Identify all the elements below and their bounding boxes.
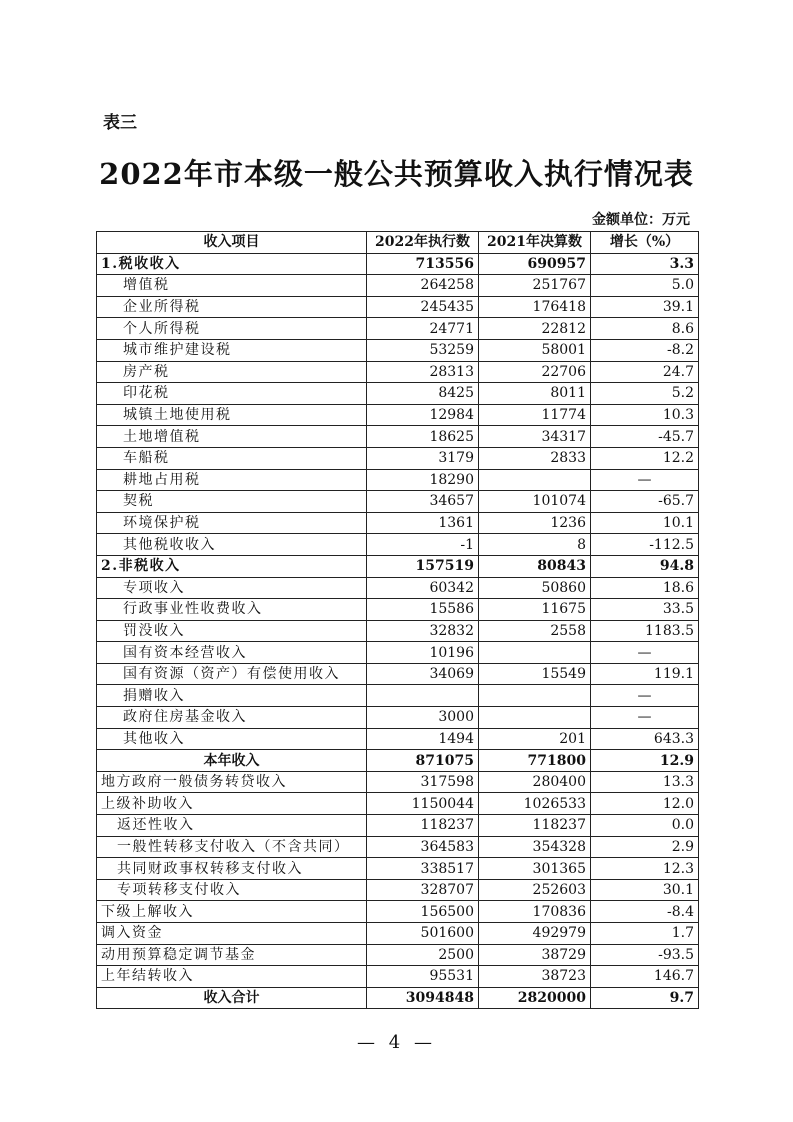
growth-rate: 24.7 xyxy=(591,361,699,383)
value-2022: 3179 xyxy=(367,447,479,469)
row-item-name: 环境保护税 xyxy=(97,512,367,534)
value-2022: 338517 xyxy=(367,858,479,880)
growth-rate: 12.0 xyxy=(591,793,699,815)
value-2022: 3094848 xyxy=(367,987,479,1009)
value-2021: 50860 xyxy=(479,577,591,599)
table-row xyxy=(97,383,699,405)
value-2022: 95531 xyxy=(367,966,479,988)
table-row xyxy=(97,447,699,469)
value-2022: 328707 xyxy=(367,879,479,901)
value-2021: 80843 xyxy=(479,555,591,577)
growth-rate: -8.2 xyxy=(591,339,699,361)
growth-rate: — xyxy=(591,642,699,664)
value-2022: 157519 xyxy=(367,555,479,577)
growth-rate: 39.1 xyxy=(591,296,699,318)
growth-rate: 3.3 xyxy=(591,253,699,275)
growth-rate: 0.0 xyxy=(591,815,699,837)
growth-rate: 18.6 xyxy=(591,577,699,599)
table-row xyxy=(97,923,699,945)
row-item-name: 收入合计 xyxy=(97,987,367,1009)
table-row xyxy=(97,404,699,426)
row-item-name: 1.税收收入 xyxy=(97,253,367,275)
table-row xyxy=(97,318,699,340)
row-item-name: 增值税 xyxy=(97,275,367,297)
value-2022: 18290 xyxy=(367,469,479,491)
value-2021 xyxy=(479,685,591,707)
table-row xyxy=(97,534,699,556)
table-row xyxy=(97,512,699,534)
value-2021: 301365 xyxy=(479,858,591,880)
table-row xyxy=(97,728,699,750)
value-2021: 280400 xyxy=(479,771,591,793)
table-row xyxy=(97,987,699,1009)
unit-note: 金额单位：万元 xyxy=(592,212,690,228)
value-2021 xyxy=(479,642,591,664)
growth-rate: 12.2 xyxy=(591,447,699,469)
value-2021: 15549 xyxy=(479,663,591,685)
row-item-name: 返还性收入 xyxy=(97,815,367,837)
value-2022: 871075 xyxy=(367,750,479,772)
table-header-row xyxy=(97,232,699,254)
value-2021: 38723 xyxy=(479,966,591,988)
value-2021: 8 xyxy=(479,534,591,556)
header-growth: 增长（%） xyxy=(591,232,699,254)
value-2022: -1 xyxy=(367,534,479,556)
row-item-name: 个人所得税 xyxy=(97,318,367,340)
row-item-name: 印花税 xyxy=(97,383,367,405)
value-2021: 11774 xyxy=(479,404,591,426)
value-2022: 10196 xyxy=(367,642,479,664)
value-2022: 264258 xyxy=(367,275,479,297)
row-item-name: 契税 xyxy=(97,491,367,513)
row-item-name: 企业所得税 xyxy=(97,296,367,318)
value-2021: 1236 xyxy=(479,512,591,534)
table-label: 表三 xyxy=(103,113,137,133)
header-2022: 2022年执行数 xyxy=(367,232,479,254)
growth-rate: 2.9 xyxy=(591,836,699,858)
row-item-name: 国有资本经营收入 xyxy=(97,642,367,664)
header-item: 收入项目 xyxy=(97,232,367,254)
growth-rate: -45.7 xyxy=(591,426,699,448)
value-2021: 251767 xyxy=(479,275,591,297)
value-2021: 11675 xyxy=(479,599,591,621)
table-row xyxy=(97,901,699,923)
value-2022: 3000 xyxy=(367,707,479,729)
value-2022: 1494 xyxy=(367,728,479,750)
value-2022: 156500 xyxy=(367,901,479,923)
row-item-name: 动用预算稳定调节基金 xyxy=(97,944,367,966)
value-2022: 364583 xyxy=(367,836,479,858)
growth-rate: — xyxy=(591,469,699,491)
table-row xyxy=(97,771,699,793)
growth-rate: -112.5 xyxy=(591,534,699,556)
value-2021 xyxy=(479,707,591,729)
value-2022: 317598 xyxy=(367,771,479,793)
value-2022: 34657 xyxy=(367,491,479,513)
table-row xyxy=(97,642,699,664)
row-item-name: 行政事业性收费收入 xyxy=(97,599,367,621)
value-2022: 12984 xyxy=(367,404,479,426)
table-row xyxy=(97,555,699,577)
value-2022: 1150044 xyxy=(367,793,479,815)
table-row xyxy=(97,491,699,513)
value-2021: 170836 xyxy=(479,901,591,923)
value-2022: 501600 xyxy=(367,923,479,945)
row-item-name: 耕地占用税 xyxy=(97,469,367,491)
table-row xyxy=(97,663,699,685)
row-item-name: 车船税 xyxy=(97,447,367,469)
value-2021: 2820000 xyxy=(479,987,591,1009)
table-row xyxy=(97,469,699,491)
table-row xyxy=(97,879,699,901)
table-row xyxy=(97,793,699,815)
value-2021: 2833 xyxy=(479,447,591,469)
revenue-table xyxy=(96,231,699,1009)
value-2022: 53259 xyxy=(367,339,479,361)
value-2022: 32832 xyxy=(367,620,479,642)
growth-rate: 13.3 xyxy=(591,771,699,793)
value-2022 xyxy=(367,685,479,707)
value-2021: 252603 xyxy=(479,879,591,901)
value-2021: 690957 xyxy=(479,253,591,275)
value-2022: 34069 xyxy=(367,663,479,685)
value-2022: 15586 xyxy=(367,599,479,621)
table-row xyxy=(97,858,699,880)
value-2021: 176418 xyxy=(479,296,591,318)
value-2022: 24771 xyxy=(367,318,479,340)
table-row xyxy=(97,426,699,448)
document-title: 2022年市本级一般公共预算收入执行情况表 xyxy=(99,157,694,191)
value-2022: 713556 xyxy=(367,253,479,275)
growth-rate: 146.7 xyxy=(591,966,699,988)
row-item-name: 一般性转移支付收入（不含共同） xyxy=(97,836,367,858)
row-item-name: 城镇土地使用税 xyxy=(97,404,367,426)
growth-rate: 1183.5 xyxy=(591,620,699,642)
growth-rate: 9.7 xyxy=(591,987,699,1009)
table-row xyxy=(97,296,699,318)
growth-rate: 94.8 xyxy=(591,555,699,577)
table-row xyxy=(97,815,699,837)
page-number: — 4 — xyxy=(357,1032,436,1053)
row-item-name: 上年结转收入 xyxy=(97,966,367,988)
row-item-name: 上级补助收入 xyxy=(97,793,367,815)
value-2022: 1361 xyxy=(367,512,479,534)
value-2021: 354328 xyxy=(479,836,591,858)
value-2022: 2500 xyxy=(367,944,479,966)
value-2022: 118237 xyxy=(367,815,479,837)
growth-rate: — xyxy=(591,685,699,707)
value-2022: 245435 xyxy=(367,296,479,318)
table-row xyxy=(97,707,699,729)
table-row xyxy=(97,620,699,642)
growth-rate: — xyxy=(591,707,699,729)
value-2021: 22706 xyxy=(479,361,591,383)
row-item-name: 调入资金 xyxy=(97,923,367,945)
table-row xyxy=(97,599,699,621)
growth-rate: 8.6 xyxy=(591,318,699,340)
row-item-name: 城市维护建设税 xyxy=(97,339,367,361)
row-item-name: 其他收入 xyxy=(97,728,367,750)
value-2021: 8011 xyxy=(479,383,591,405)
table-row xyxy=(97,577,699,599)
value-2021: 118237 xyxy=(479,815,591,837)
value-2021: 1026533 xyxy=(479,793,591,815)
growth-rate: -8.4 xyxy=(591,901,699,923)
growth-rate: 1.7 xyxy=(591,923,699,945)
row-item-name: 捐赠收入 xyxy=(97,685,367,707)
table-row xyxy=(97,361,699,383)
growth-rate: 12.9 xyxy=(591,750,699,772)
row-item-name: 其他税收收入 xyxy=(97,534,367,556)
table-row xyxy=(97,685,699,707)
table-body xyxy=(97,253,699,1009)
row-item-name: 地方政府一般债务转贷收入 xyxy=(97,771,367,793)
value-2021: 34317 xyxy=(479,426,591,448)
growth-rate: 30.1 xyxy=(591,879,699,901)
row-item-name: 本年收入 xyxy=(97,750,367,772)
header-2021: 2021年决算数 xyxy=(479,232,591,254)
table-row xyxy=(97,750,699,772)
growth-rate: 119.1 xyxy=(591,663,699,685)
value-2021: 38729 xyxy=(479,944,591,966)
growth-rate: -65.7 xyxy=(591,491,699,513)
growth-rate: 643.3 xyxy=(591,728,699,750)
value-2021: 771800 xyxy=(479,750,591,772)
row-item-name: 共同财政事权转移支付收入 xyxy=(97,858,367,880)
value-2022: 8425 xyxy=(367,383,479,405)
row-item-name: 专项转移支付收入 xyxy=(97,879,367,901)
growth-rate: 5.0 xyxy=(591,275,699,297)
growth-rate: 33.5 xyxy=(591,599,699,621)
table-row xyxy=(97,339,699,361)
value-2021: 58001 xyxy=(479,339,591,361)
growth-rate: 12.3 xyxy=(591,858,699,880)
row-item-name: 房产税 xyxy=(97,361,367,383)
value-2021 xyxy=(479,469,591,491)
row-item-name: 土地增值税 xyxy=(97,426,367,448)
value-2022: 60342 xyxy=(367,577,479,599)
table-row xyxy=(97,966,699,988)
row-item-name: 专项收入 xyxy=(97,577,367,599)
growth-rate: -93.5 xyxy=(591,944,699,966)
value-2021: 101074 xyxy=(479,491,591,513)
growth-rate: 10.3 xyxy=(591,404,699,426)
table-row xyxy=(97,944,699,966)
row-item-name: 国有资源（资产）有偿使用收入 xyxy=(97,663,367,685)
table-row xyxy=(97,253,699,275)
growth-rate: 10.1 xyxy=(591,512,699,534)
value-2022: 18625 xyxy=(367,426,479,448)
value-2022: 28313 xyxy=(367,361,479,383)
row-item-name: 2.非税收入 xyxy=(97,555,367,577)
value-2021: 22812 xyxy=(479,318,591,340)
table-row xyxy=(97,275,699,297)
value-2021: 2558 xyxy=(479,620,591,642)
table-row xyxy=(97,836,699,858)
value-2021: 492979 xyxy=(479,923,591,945)
row-item-name: 政府住房基金收入 xyxy=(97,707,367,729)
row-item-name: 下级上解收入 xyxy=(97,901,367,923)
value-2021: 201 xyxy=(479,728,591,750)
growth-rate: 5.2 xyxy=(591,383,699,405)
row-item-name: 罚没收入 xyxy=(97,620,367,642)
